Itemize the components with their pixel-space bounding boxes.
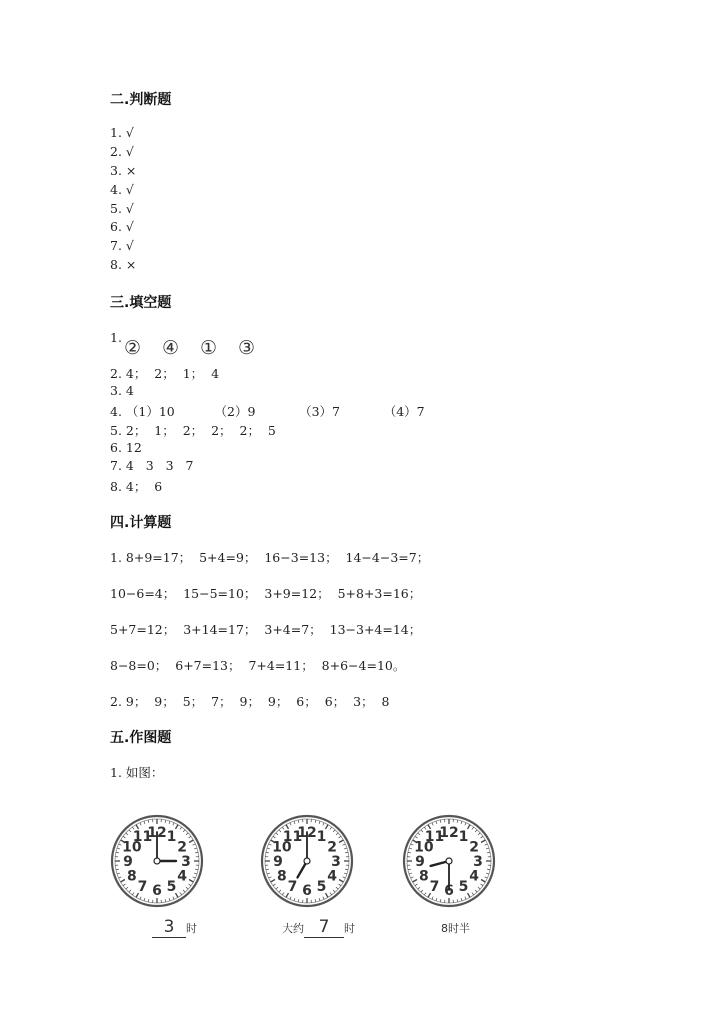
clock-face-2 [258,812,356,910]
fill-line-7: 7. 4 3 3 7 [110,458,194,473]
clock-numeral: 10 [122,839,142,856]
clock-caption-1 [138,904,197,951]
clock-numeral: 4 [177,868,187,885]
judge-answer-2: 2. √ [110,144,134,159]
clock-numeral: 1 [166,828,177,845]
fill-q1-circled-4: ③ [238,337,256,359]
fill-line-6: 6. 12 [110,440,142,455]
clock-numeral: 6 [302,883,312,899]
clock-numeral: 9 [123,854,133,870]
clock-numeral: 12 [439,825,459,841]
clock-numeral: 8 [277,868,287,885]
calc-line-2: 10−6=4； 15−5=10； 3+9=12； 5+8+3=16； [110,586,422,601]
clock-1-unit: 时 [186,922,197,935]
clock-numeral: 3 [331,854,341,870]
judge-answer-6: 6. √ [110,219,134,234]
clock-numeral: 12 [297,825,317,841]
fill-q1-circled-1: ② [124,337,142,359]
clock-numeral: 4 [469,868,479,885]
section-title-fill: 三.填空题 [110,295,172,311]
fill-q1-circled-2: ④ [162,337,180,359]
clock-caption-2 [268,904,355,951]
clock-numeral: 2 [327,839,337,856]
clock-numeral: 6 [444,883,454,899]
clock-numeral: 11 [132,828,153,845]
calc-line-3: 5+7=12； 3+14=17； 3+4=7； 13−3+4=14； [110,622,422,637]
fill-line-2: 2. 4； 2； 1； 4 [110,366,220,381]
fill-line-4: 4. （1）10 （2）9 （3）7 （4）7 [110,404,425,419]
fill-line-5: 5. 2； 1； 2； 2； 2； 5 [110,423,276,438]
calc-line-1: 1. 8+9=17； 5+4=9； 16−3=13； 14−4−3=7； [110,550,430,565]
clock-numeral: 2 [469,839,479,856]
judge-answer-1: 1. √ [110,125,134,140]
section-title-calc: 四.计算题 [110,515,172,531]
judge-answer-5: 5. √ [110,201,134,216]
fill-q1-circled-3: ① [200,337,218,359]
clock-numeral: 5 [458,879,469,896]
clock-3-answer: 8时半 [441,922,470,935]
clock-1-answer-blank [152,917,186,938]
clock-face-1 [108,812,206,910]
clock-numeral: 5 [166,879,177,896]
clock-face-3 [400,812,498,910]
clock-numeral: 10 [414,839,434,856]
draw-q1-label: 1. 如图： [110,765,164,780]
judge-answer-4: 4. √ [110,182,134,197]
clock-numeral: 3 [473,854,483,870]
fill-line-8: 8. 4； 6 [110,479,163,494]
clock-2-unit: 时 [344,922,355,935]
calc-line-5: 2. 9； 9； 5； 7； 9； 9； 6； 6； 3； 8 [110,694,390,709]
clock-numeral: 1 [316,828,327,845]
fill-line-3: 3. 4 [110,383,134,398]
clock-numeral: 2 [177,839,187,856]
section-title-draw: 五.作图题 [110,730,172,746]
clock-numeral: 9 [273,854,283,870]
judge-answer-7: 7. √ [110,238,134,253]
clock-1-answer: 3 [163,917,175,937]
judge-answer-8: 8. × [110,257,137,272]
clock-center [304,858,310,864]
clock-numeral: 8 [419,868,429,885]
clock-center [154,858,160,864]
clock-numeral: 7 [429,879,440,896]
clock-numeral: 5 [316,879,327,896]
clock-numeral: 12 [147,825,167,841]
clock-2-answer: 7 [318,917,330,937]
clock-center [446,858,452,864]
clock-numeral: 11 [282,828,303,845]
calc-line-4: 8−8=0； 6+7=13； 7+4=11； 8+6−4=10。 [110,658,406,673]
clock-numeral: 7 [287,879,298,896]
judge-answer-3: 3. × [110,163,137,178]
clock-numeral: 4 [327,868,337,885]
clock-numeral: 6 [152,883,162,899]
clock-2-answer-blank [304,917,344,938]
clock-numeral: 11 [424,828,445,845]
clock-numeral: 9 [415,854,425,870]
clock-numeral: 3 [181,854,191,870]
clock-2-prefix: 大约 [282,922,304,935]
clock-caption-3 [427,907,470,949]
clock-numeral: 8 [127,868,137,885]
clock-numeral: 1 [458,828,469,845]
section-title-judge: 二.判断题 [110,92,172,108]
clock-numeral: 10 [272,839,292,856]
clock-numeral: 7 [137,879,148,896]
fill-q1-label: 1. [110,330,122,345]
